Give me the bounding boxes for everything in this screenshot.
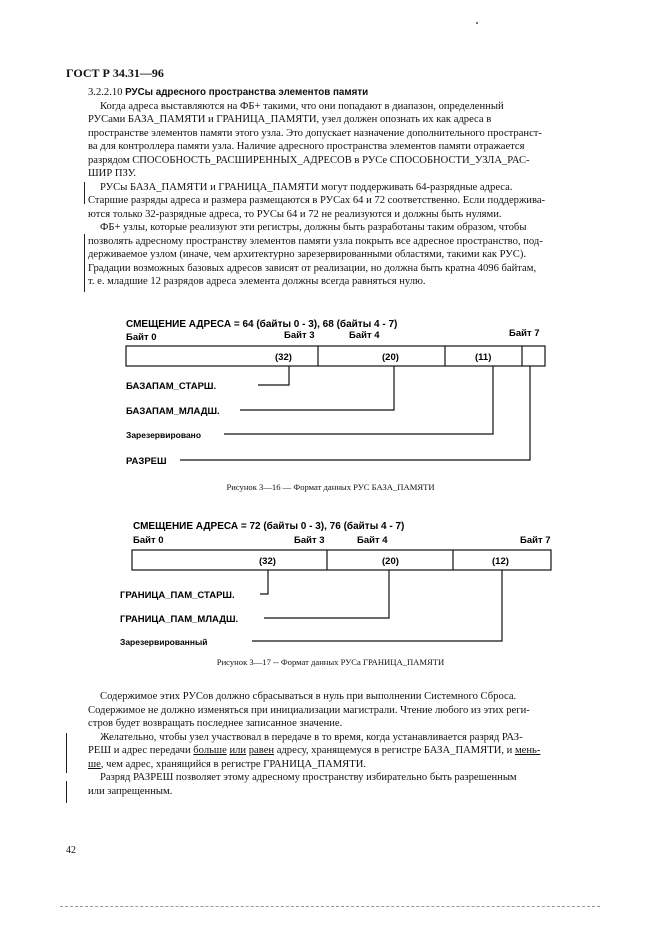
- text-line: ются только 32-разрядные адреса, то РУСы 64 и 72 не реализуются и должны быть нулями.: [88, 208, 502, 220]
- text-line: пространстве элементов памяти этого узла. Это допускает назначение дополнительного пространст-: [88, 127, 542, 139]
- fig16-field-11: (11): [475, 352, 492, 363]
- text-line: Содержимое этих РУСов должно сбрасываться в нуль при выполнении Системного Сброса.: [100, 691, 517, 702]
- fig16-label-reserved: Зарезервировано: [126, 430, 202, 440]
- text-line: т. е. младшие 12 разрядов адреса элемента должны всегда равняться нулю.: [88, 276, 426, 287]
- fig16-byte7: Байт 7: [509, 328, 540, 339]
- text-line: Когда адреса выставляются на ФБ+ такими, что они попадают в диапазон, определенный: [100, 100, 504, 112]
- text-line: Старшие разряды адреса и размера размещаются в РУСах 64 и 72 соответственно. Если поддержива-: [88, 195, 546, 206]
- fig16-offset: СМЕЩЕНИЕ АДРЕСА = 64 (байты 0 - 3), 68 (байты 4 - 7): [126, 319, 398, 330]
- fig16-leader-lines: [180, 366, 530, 460]
- text-line: держиваемое узлом (иначе, чем архитектурно зарезервированными областями, такими как РУС).: [88, 249, 526, 260]
- underlined-word: или: [229, 745, 247, 756]
- fig17-field-32: (32): [259, 556, 276, 567]
- fig17-caption: Рисунок 3—17 -- Формат данных РУСа ГРАНИЦА_ПАМЯТИ: [216, 657, 445, 667]
- paragraph-5: [88, 731, 602, 772]
- fig16-label-enable: РАЗРЕШ: [126, 456, 167, 467]
- text-line: разрядом СПОСОБНОСТЬ_РАСШИРЕННЫХ_АДРЕСОВ в РУСе СПОСОБНОСТИ_УЗЛА_РАС-: [88, 154, 530, 166]
- fig17-register-box: [132, 550, 551, 570]
- underlined-word: мень-: [514, 745, 541, 756]
- text-line: Разряд РАЗРЕШ позволяет этому адресному пространству избирательно быть разрешенным: [100, 772, 517, 783]
- fig16-field-20: (20): [382, 352, 399, 363]
- fig17-field-12: (12): [492, 556, 509, 567]
- fig16-byte0: Байт 0: [126, 332, 157, 343]
- section-title: РУСы адресного пространства элементов памяти: [125, 87, 369, 98]
- text-line: Желательно, чтобы узел участвовал в передаче в то время, когда устанавливается разряд РАЗ-: [100, 731, 523, 743]
- change-bar: [66, 781, 67, 803]
- fig16-caption: Рисунок 3—16 — Формат данных РУС БАЗА_ПАМЯТИ: [226, 482, 435, 492]
- figure-3-17: [0, 500, 661, 660]
- fig17-label-limit-low: ГРАНИЦА_ПАМ_МЛАДШ.: [120, 614, 239, 625]
- underlined-word: больше: [193, 745, 227, 756]
- fig16-label-base-high: БАЗАПАМ_СТАРШ.: [126, 381, 217, 392]
- text-line: ФБ+ узлы, которые реализуют эти регистры, должны быть разработаны таким образом, чтобы: [100, 222, 527, 233]
- text-line: ШИР ПЗУ.: [88, 168, 136, 179]
- fig17-field-20: (20): [382, 556, 399, 567]
- underlined-word: ше: [88, 758, 101, 770]
- text-line: Градации возможных базовых адресов зависят от реализации, но должна быть кратна 4096 байтам,: [88, 262, 537, 274]
- text-run: адресу, хранящемуся в регистре БАЗА_ПАМЯТИ, и: [274, 745, 515, 756]
- paragraph-6: [88, 771, 602, 798]
- fig17-byte0: Байт 0: [133, 535, 164, 546]
- scan-artifact: [60, 906, 600, 909]
- text-line: позволять адресному пространству элементов памяти узла покрыть все адресное пространство, под-: [88, 235, 543, 247]
- text-line: РУСы БАЗА_ПАМЯТИ и ГРАНИЦА_ПАМЯТИ могут поддерживать 64-разрядные адреса.: [100, 181, 513, 193]
- fig17-byte4: Байт 4: [357, 535, 388, 546]
- text-line: или запрещенным.: [88, 785, 173, 797]
- fig16-byte4: Байт 4: [349, 330, 380, 341]
- lower-body: [88, 690, 602, 798]
- page-number: 42: [66, 845, 76, 856]
- text-line: [88, 758, 602, 772]
- fig17-label-reserved: Зарезервированный: [120, 637, 208, 647]
- text-line: ва для контроллера памяти узла. Наличие адресного пространства элементов памяти отражается: [88, 141, 525, 152]
- underlined-word: равен: [248, 745, 275, 756]
- text-line: стров будет возвращать последнее записанное значение.: [88, 718, 343, 729]
- fig16-field-32: (32): [275, 352, 292, 363]
- fig17-byte3: Байт 3: [294, 535, 325, 546]
- fig16-label-base-low: БАЗАПАМ_МЛАДШ.: [126, 406, 220, 417]
- text-run: РЕШ и адрес передачи: [88, 745, 194, 756]
- text-line: РУСами БАЗА_ПАМЯТИ и ГРАНИЦА_ПАМЯТИ, узел должен опознать их как адреса в: [88, 114, 492, 125]
- fig17-leader-lines: [252, 570, 502, 641]
- text-line: Содержимое не должно изменяться при инициализации магистрали. Чтение любого из этих реги-: [88, 704, 530, 716]
- document-header: ГОСТ Р 34.31—96: [66, 66, 164, 80]
- text-run: , чем адрес, хранящийся в регистре ГРАНИЦА_ПАМЯТИ.: [100, 758, 367, 770]
- fig17-byte7: Байт 7: [520, 535, 551, 546]
- change-bar: [66, 733, 67, 773]
- fig16-byte3: Байт 3: [284, 330, 315, 341]
- fig17-label-limit-high: ГРАНИЦА_ПАМ_СТАРШ.: [120, 590, 235, 601]
- paragraph-4: [88, 690, 602, 731]
- section-number: 3.2.2.10: [88, 87, 123, 98]
- fig17-offset: СМЕЩЕНИЕ АДРЕСА = 72 (байты 0 - 3), 76 (байты 4 - 7): [133, 521, 405, 532]
- text-line: [88, 744, 602, 758]
